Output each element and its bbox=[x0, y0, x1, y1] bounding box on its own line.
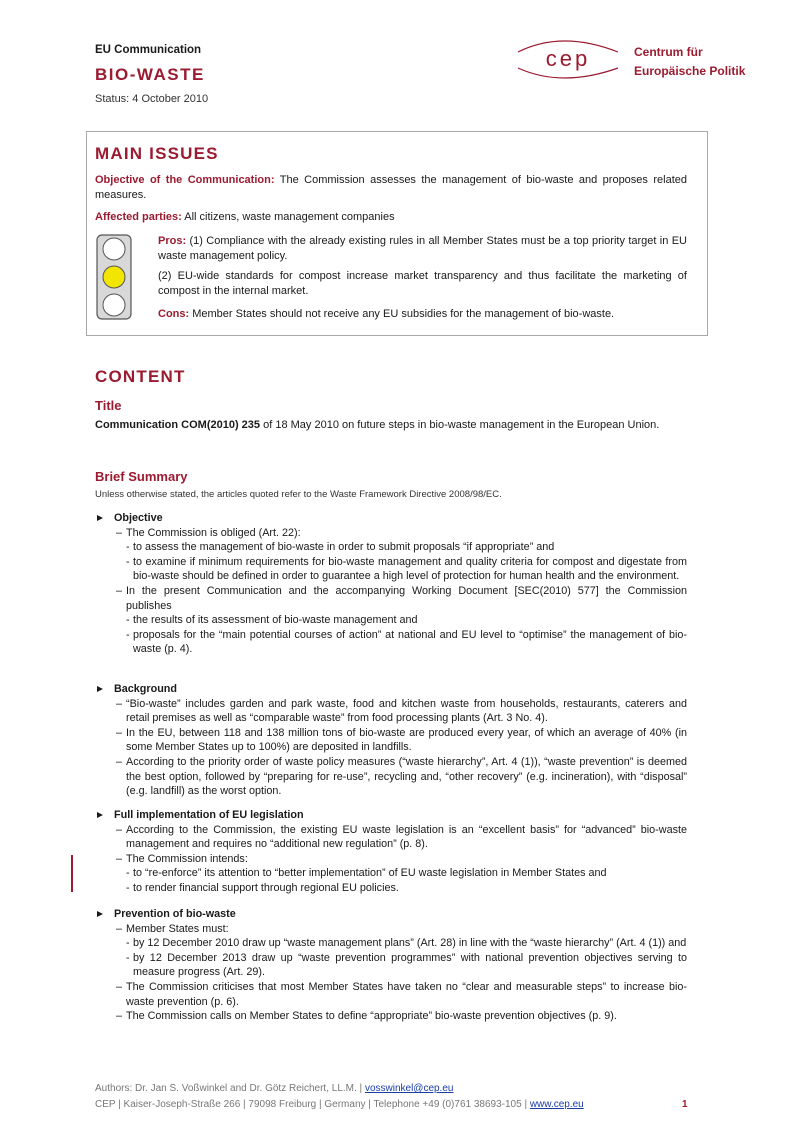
traffic-light-yellow bbox=[103, 266, 125, 288]
list-item: – The Commission intends: bbox=[95, 852, 687, 867]
list-subitem: - to examine if minimum requirements for bio-waste management and quality criteria for compost and digestate from bio-waste should be defined in order to guarantee a high level of protection for human health and the environment. bbox=[95, 555, 687, 584]
traffic-light-red bbox=[103, 238, 125, 260]
traffic-light-green bbox=[103, 294, 125, 316]
list-item: – The Commission calls on Member States to define “appropriate” bio-waste prevention objectives (p. 9). bbox=[95, 1009, 687, 1024]
list-subitem: - by 12 December 2013 draw up “waste prevention programmes” with national prevention objectives serving to measure progress (Art. 29). bbox=[95, 951, 687, 980]
list-item: – The Commission criticises that most Member States have taken no “clear and measurable steps” to increase bio-waste prevention (p. 6). bbox=[95, 980, 687, 1009]
content-heading: CONTENT bbox=[95, 367, 186, 386]
document-status: Status: 4 October 2010 bbox=[95, 93, 209, 105]
organization-name-line1: Centrum für bbox=[634, 45, 703, 59]
cons-point bbox=[158, 307, 687, 322]
organization-name bbox=[634, 43, 745, 81]
list-item: – Member States must: bbox=[95, 922, 687, 937]
logo-text: cep bbox=[545, 46, 591, 71]
communication-title-rest: of 18 May 2010 on future steps in bio-waste management in the European Union. bbox=[260, 419, 660, 431]
pros-point-1 bbox=[158, 234, 687, 264]
list-subitem: - to “re-enforce” its attention to “better implementation” of EU waste legislation in Member States and bbox=[95, 866, 687, 881]
list-item: – According to the Commission, the existing EU waste legislation is an “excellent basis” for “advanced” bio-waste management and requires no “additional new regulation” (p. 8). bbox=[95, 823, 687, 852]
cons-text: Member States should not receive any EU subsidies for the management of bio-waste. bbox=[189, 308, 615, 320]
list-subitem: - by 12 December 2010 draw up “waste management plans” (Art. 28) in line with the “waste hierarchy” (Art. 4 (1)) and bbox=[95, 936, 687, 951]
website-link[interactable]: www.cep.eu bbox=[529, 1099, 584, 1110]
footer-authors bbox=[95, 1083, 453, 1094]
affected-parties bbox=[95, 210, 687, 225]
footer-address bbox=[95, 1099, 584, 1110]
title-subheading: Title bbox=[95, 398, 122, 413]
affected-label: Affected parties: bbox=[95, 211, 182, 223]
pros-point-2: (2) EU-wide standards for compost increase market transparency and thus facilitate the marketing of compost in the internal market. bbox=[158, 270, 687, 297]
page-number: 1 bbox=[682, 1099, 688, 1110]
cons-label: Cons: bbox=[158, 308, 190, 320]
pros-1-text: (1) Compliance with the already existing rules in all Member States must be a top priority target in EU waste management policy. bbox=[158, 235, 687, 262]
cep-logo bbox=[510, 28, 630, 88]
section-heading: Full implementation of EU legislation bbox=[95, 808, 687, 823]
main-issues-heading: MAIN ISSUES bbox=[95, 144, 219, 163]
section-implementation bbox=[95, 808, 687, 896]
list-item: – In the EU, between 118 and 138 million tons of bio-waste are produced every year, of which an average of 40% (in some Member States up to 100%) are deposited in landfills. bbox=[95, 726, 687, 755]
communication-title bbox=[95, 418, 687, 433]
author-email-link[interactable]: vosswinkel@cep.eu bbox=[364, 1083, 454, 1094]
margin-marker bbox=[71, 855, 73, 892]
list-subitem: - to assess the management of bio-waste in order to submit proposals “if appropriate” and bbox=[95, 540, 687, 555]
brief-summary-heading: Brief Summary bbox=[95, 469, 188, 484]
list-subitem: - proposals for the “main potential courses of action” at national and EU level to “optimise” the management of bio-waste (p. 4). bbox=[95, 628, 687, 657]
traffic-light-icon bbox=[96, 234, 132, 320]
list-item: – According to the priority order of waste policy measures (“waste hierarchy”, Art. 4 (1)), “waste prevention” is deemed the best option, followed by “preparing for re-use”, recycling and, “other recovery” (e.g. incineration), with “disposal” (e.g. landfill) as the worst option. bbox=[95, 755, 687, 799]
section-prevention bbox=[95, 907, 687, 1024]
list-subitem: - to render financial support through regional EU policies. bbox=[95, 881, 687, 896]
section-heading: Prevention of bio-waste bbox=[95, 907, 687, 922]
objective-text: The Commission assesses the management of bio-waste and proposes related measures. bbox=[95, 174, 687, 201]
communication-ref: Communication COM(2010) 235 bbox=[95, 419, 261, 431]
objective-label: Objective of the Communication: bbox=[95, 174, 275, 186]
list-item: – The Commission is obliged (Art. 22): bbox=[95, 526, 687, 541]
affected-text: All citizens, waste management companies bbox=[181, 211, 395, 223]
section-heading: Objective bbox=[95, 511, 687, 526]
section-objective bbox=[95, 511, 687, 657]
pros-label: Pros: bbox=[158, 235, 187, 247]
organization-name-line2: Europäische Politik bbox=[634, 64, 746, 78]
list-subitem: - the results of its assessment of bio-waste management and bbox=[95, 613, 687, 628]
address-text: CEP | Kaiser-Joseph-Straße 266 | 79098 Freiburg | Germany | Telephone +49 (0)761 38693-105 | bbox=[95, 1099, 530, 1110]
authors-text: Authors: Dr. Jan S. Voßwinkel and Dr. Götz Reichert, LL.M. | bbox=[95, 1083, 365, 1094]
list-item: – In the present Communication and the accompanying Working Document [SEC(2010) 577] the Commission publishes bbox=[95, 584, 687, 613]
list-item: – “Bio-waste” includes garden and park waste, food and kitchen waste from households, restaurants, caterers and retail premises as well as “comparable waste” from food processing plants (Art. 3 No. 4). bbox=[95, 697, 687, 726]
summary-note: Unless otherwise stated, the articles quoted refer to the Waste Framework Directive 2008/98/EC. bbox=[95, 489, 502, 500]
objective-summary bbox=[95, 173, 687, 203]
document-type: EU Communication bbox=[95, 44, 202, 56]
document-title: BIO-WASTE bbox=[95, 65, 205, 84]
section-background bbox=[95, 682, 687, 799]
section-heading: Background bbox=[95, 682, 687, 697]
